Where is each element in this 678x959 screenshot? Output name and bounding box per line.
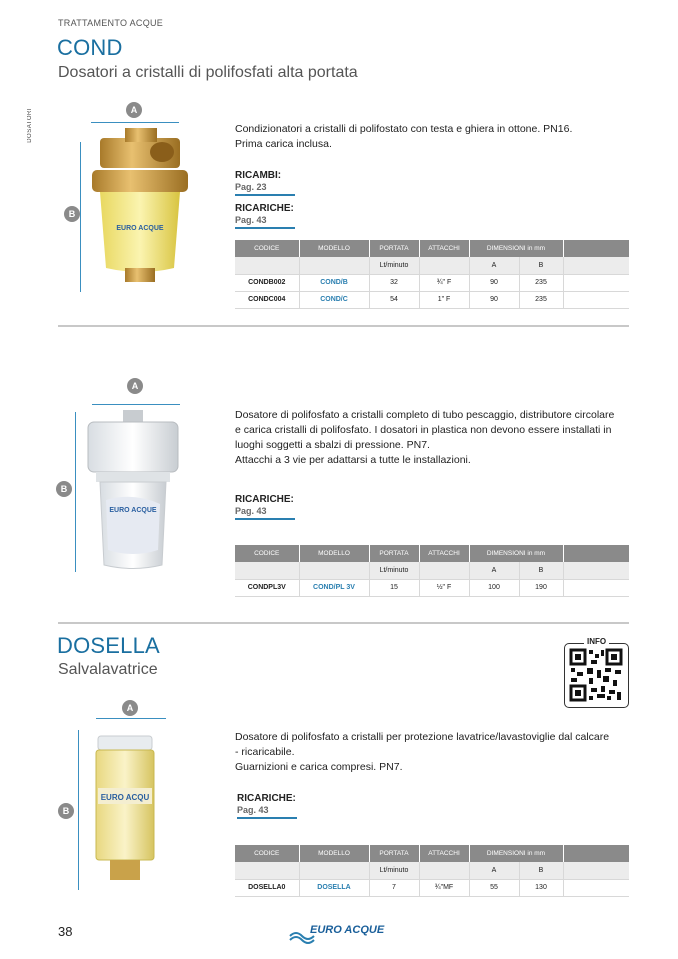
table-row: DOSELLA0 DOSELLA 7 ¾"MF 55 130	[235, 879, 629, 896]
ricariche-page[interactable]: Pag. 43	[235, 506, 267, 516]
unit-cell: Lt/minuto	[369, 862, 419, 879]
col-header: DIMENSIONI in mm	[469, 240, 563, 257]
dosella-subtitle: Salvalavatrice	[58, 661, 158, 678]
product2-description: Dosatore di polifosfato a cristalli completo di tubo pescaggio, distributore circolare e carica cristalli di polifosfato. I dosatori in plastica non devono essere installati in luoghi soggetti a sbalzi di pressione. PN7. Attacchi a 3 vie per adattarsi a tutte le installazioni.	[235, 409, 615, 466]
dimension-b-line	[78, 730, 79, 890]
page-number: 38	[58, 924, 73, 939]
product1-description: Condizionatori a cristalli di polifostato con testa e ghiera in ottone. PN16. Prima carica inclusa.	[235, 123, 573, 150]
ricariche-label: RICARICHE:	[237, 793, 296, 804]
col-header: CODICE	[235, 845, 299, 862]
col-header: DIMENSIONI in mm	[469, 545, 563, 562]
table-row: CONDPL3V COND/PL 3V 15 ½" F 100 190	[235, 579, 629, 596]
qr-code-icon	[565, 644, 627, 706]
dimension-a-line	[91, 122, 179, 123]
ricambi-page[interactable]: Pag. 23	[235, 182, 267, 192]
dimension-b-marker: B	[64, 206, 80, 222]
product-image-dosella	[90, 730, 160, 895]
dosella-description: Dosatore di polifosfato a cristalli per protezione lavatrice/lavastoviglie dal calcare - ricaricabile. Guarnizioni e carica compresi. PN7.	[235, 731, 610, 773]
ricariche-page[interactable]: Pag. 43	[235, 215, 267, 225]
unit-cell: Lt/minuto	[369, 562, 419, 579]
spec-table-cond	[235, 240, 629, 309]
dimension-a-marker: A	[127, 378, 143, 394]
ricariche-underline	[235, 227, 295, 229]
product-image-cond-pl3v	[78, 400, 188, 585]
unit-cell: A	[469, 257, 519, 274]
unit-cell: A	[469, 562, 519, 579]
section-divider	[58, 325, 629, 327]
ricambi-label: RICAMBI:	[235, 170, 282, 181]
table-row: CONDB002 COND/B 32 ¾" F 90 235	[235, 274, 629, 291]
spec-table-dosella	[235, 845, 629, 897]
col-header: ATTACCHI	[419, 545, 469, 562]
col-header: ATTACCHI	[419, 845, 469, 862]
cond-title: COND	[57, 35, 123, 60]
svg-text:EURO ACQUE: EURO ACQUE	[116, 225, 164, 232]
side-label: DOSATORI	[27, 108, 33, 143]
product-image-cond-b	[70, 100, 210, 300]
dimension-b-line	[80, 142, 81, 292]
dimension-a-line	[92, 404, 180, 405]
ricariche-underline	[235, 518, 295, 520]
unit-cell: Lt/minuto	[369, 257, 419, 274]
svg-text:EURO ACQU: EURO ACQU	[100, 793, 150, 802]
col-header: CODICE	[235, 240, 299, 257]
col-header: DIMENSIONI in mm	[469, 845, 563, 862]
logo-text: EURO ACQUE	[310, 924, 385, 936]
unit-cell: B	[519, 562, 563, 579]
table-row: CONDC004 COND/C 54 1" F 90 235	[235, 291, 629, 308]
dimension-a-line	[96, 718, 166, 719]
ricariche-page[interactable]: Pag. 43	[237, 805, 269, 815]
qr-code-box[interactable]	[564, 643, 629, 708]
unit-cell: B	[519, 257, 563, 274]
section-divider	[58, 622, 629, 624]
ricariche-label: RICARICHE:	[235, 494, 294, 505]
col-header: CODICE	[235, 545, 299, 562]
dosella-title: DOSELLA	[57, 633, 160, 658]
info-label: INFO	[584, 637, 609, 646]
dimension-b-marker: B	[58, 803, 74, 819]
col-header: MODELLO	[299, 845, 369, 862]
unit-cell: A	[469, 862, 519, 879]
unit-cell: B	[519, 862, 563, 879]
section-label: TRATTAMENTO ACQUE	[58, 18, 164, 28]
col-header: PORTATA	[369, 845, 419, 862]
col-header: MODELLO	[299, 545, 369, 562]
dimension-a-marker: A	[122, 700, 138, 716]
dimension-a-marker: A	[126, 102, 142, 118]
col-header: ATTACCHI	[419, 240, 469, 257]
col-header: PORTATA	[369, 545, 419, 562]
dimension-b-line	[75, 412, 76, 572]
ricambi-underline	[235, 194, 295, 196]
col-header: PORTATA	[369, 240, 419, 257]
brand-logo	[288, 922, 398, 944]
ricariche-label: RICARICHE:	[235, 203, 294, 214]
ricariche-underline	[237, 817, 297, 819]
svg-text:EURO ACQUE: EURO ACQUE	[109, 507, 157, 514]
spec-table-cond-pl	[235, 545, 629, 597]
cond-subtitle: Dosatori a cristalli di polifosfati alta portata	[58, 64, 358, 81]
dimension-b-marker: B	[56, 481, 72, 497]
col-header: MODELLO	[299, 240, 369, 257]
